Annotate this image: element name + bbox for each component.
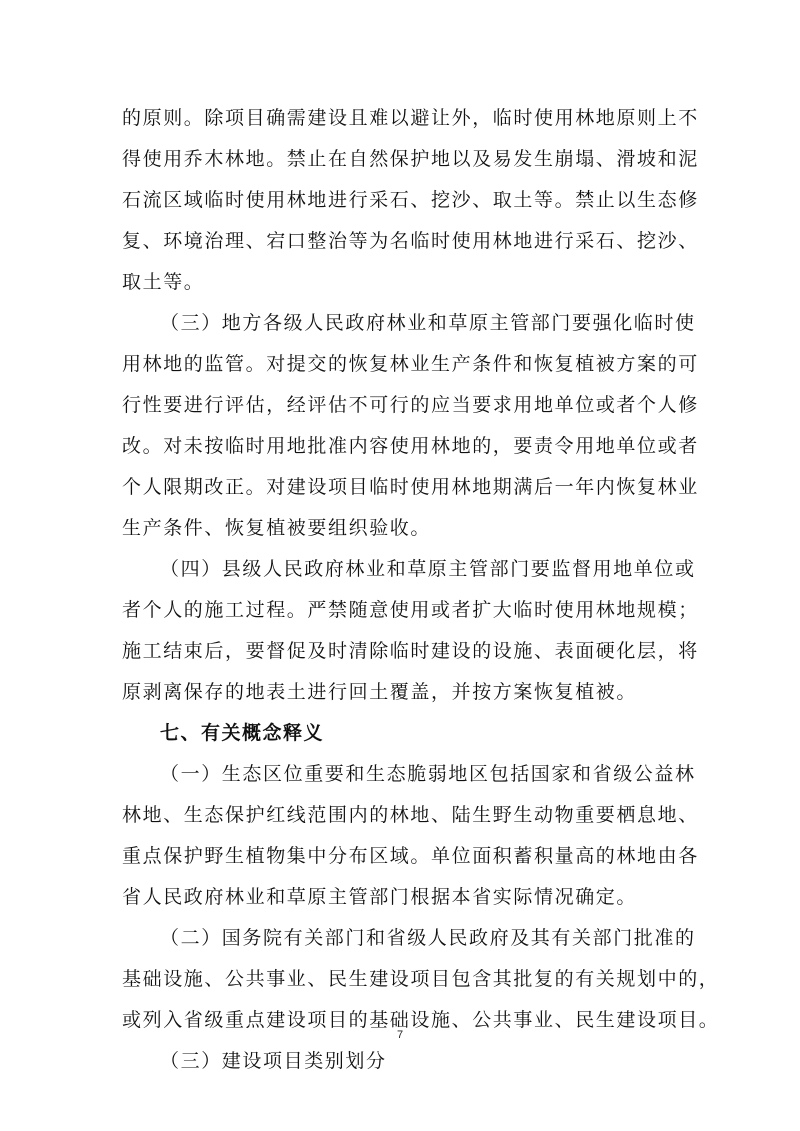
- paragraph-line: 林地、生态保护红线范围内的林地、陆生野生动物重要栖息地、: [122, 804, 699, 826]
- paragraph-line: 重点保护野生植物集中分布区域。单位面积蓄积量高的林地由各: [122, 845, 699, 867]
- paragraph-line: 个人限期改正。对建设项目临时使用林地期满后一年内恢复林业: [122, 476, 699, 498]
- section-heading: 七、有关概念释义: [160, 722, 325, 744]
- paragraph-line: 石流区域临时使用林地进行采石、挖沙、取土等。禁止以生态修: [122, 189, 699, 211]
- paragraph-line: 行性要进行评估，经评估不可行的应当要求用地单位或者个人修: [122, 394, 699, 416]
- paragraph-line: 用林地的监管。对提交的恢复林业生产条件和恢复植被方案的可: [122, 353, 699, 375]
- paragraph-line: 生产条件、恢复植被要组织验收。: [122, 517, 432, 539]
- paragraph-line: 改。对未按临时用地批准内容使用林地的，要责令用地单位或者: [122, 435, 699, 457]
- paragraph-line: 施工结束后，要督促及时清除临时建设的设施、表面硬化层，将: [122, 640, 699, 662]
- paragraph-line: 者个人的施工过程。严禁随意使用或者扩大临时使用林地规模；: [122, 599, 699, 621]
- paragraph-line: （三）地方各级人民政府林业和草原主管部门要强化临时使: [160, 312, 696, 334]
- paragraph-line: 取土等。: [122, 271, 205, 293]
- paragraph-line: 基础设施、公共事业、民生建设项目包含其批复的有关规划中的，: [122, 968, 720, 990]
- paragraph-line: （四）县级人民政府林业和草原主管部门要监督用地单位或: [160, 558, 696, 580]
- paragraph-line: 复、环境治理、宕口整治等为名临时使用林地进行采石、挖沙、: [122, 230, 699, 252]
- paragraph-line: 原剥离保存的地表土进行回土覆盖，并按方案恢复植被。: [122, 681, 638, 703]
- paragraph-line: （一）生态区位重要和生态脆弱地区包括国家和省级公益林: [160, 763, 696, 785]
- paragraph-line: 得使用乔木林地。禁止在自然保护地以及易发生崩塌、滑坡和泥: [122, 148, 699, 170]
- paragraph-line: 的原则。除项目确需建设且难以避让外，临时使用林地原则上不: [122, 107, 699, 129]
- paragraph-line: 省人民政府林业和草原主管部门根据本省实际情况确定。: [122, 886, 638, 908]
- paragraph-line: 或列入省级重点建设项目的基础设施、公共事业、民生建设项目。: [122, 1009, 720, 1031]
- paragraph-line: （三）建设项目类别划分: [160, 1050, 387, 1072]
- paragraph-line: （二）国务院有关部门和省级人民政府及其有关部门批准的: [160, 927, 696, 949]
- page-number: 7: [396, 1029, 404, 1041]
